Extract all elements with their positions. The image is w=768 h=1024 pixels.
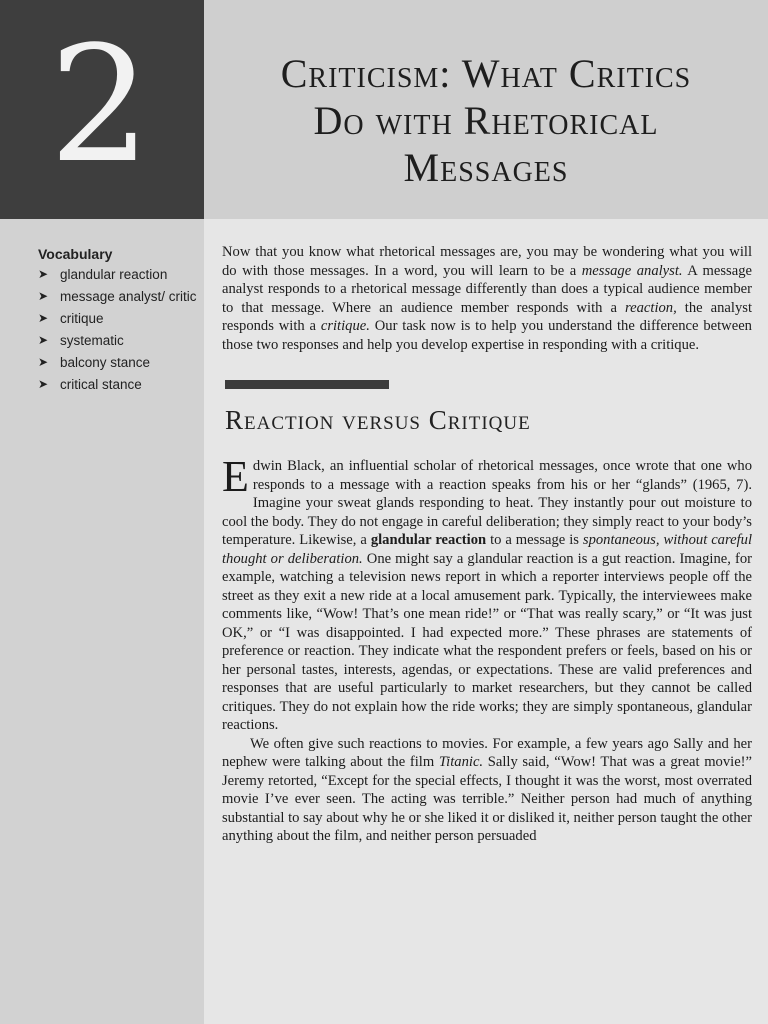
arrow-bullet-icon: ➤ bbox=[38, 377, 49, 391]
vocabulary-item: ➤ balcony stance bbox=[38, 355, 151, 370]
vocabulary-item: ➤ critique bbox=[38, 311, 104, 326]
vocabulary-item: ➤ glandular reaction bbox=[38, 267, 168, 282]
body-paragraph-1: Edwin Black, an influential scholar of rhetorical messages, once wrote that one who responds to a message with a reaction speaks from his or her “glands” (1965, 7). Imagine your sweat glands responding to heat. They instantly pour out moisture to cool the body. They do not engage in careful deliberation; they simply react to your body’s temperature. Likewise, a glandular reaction to a message is spontaneous, without careful thought or deliberation. One might say a glandular reaction is a gut reaction. Imagine, for example, watching a television news report in which a reporter interviews people off the street as they exit a new ride at a local amusement park. Typically, the interviewees make comments like, “Wow! That’s one mean ride!” or “That was really scary,” or “It was just OK,” or “I was disappointed. I had expected more.” These phrases are statements of preference or reaction. They indicate what the respondent prefers or feels, based on his or her personal tastes, interests, agendas, or expectations. These are valid preferences and responses that are useful particularly to market researchers, but they cannot be called critiques. They do not explain how the ride works; they are simply spontaneous, glandular reactions. bbox=[222, 452, 753, 733]
arrow-bullet-icon: ➤ bbox=[38, 289, 49, 303]
chapter-number-box bbox=[0, 0, 204, 219]
vocabulary-item: ➤ critical stance bbox=[38, 377, 142, 392]
vocabulary-item: ➤ systematic bbox=[38, 333, 124, 348]
arrow-bullet-icon: ➤ bbox=[38, 311, 49, 325]
vocabulary-box bbox=[38, 246, 198, 398]
drop-cap: E bbox=[222, 452, 249, 501]
chapter-number: 2 bbox=[49, 11, 151, 198]
intro-paragraph: Now that you know what rhetorical messages are, you may be wondering what you will do with those messages. In a word, you will learn to be a message analyst. A message analyst responds to a rhetorical message differently than does a typical audience member to that message. Where an audience member responds with a reaction, the analyst responds with a critique. Our task now is to help you understand the difference between those two responses and help you develop expertise in responding with a critique. bbox=[222, 244, 752, 353]
vocabulary-heading: Vocabulary bbox=[38, 246, 113, 262]
section-divider-bar bbox=[225, 380, 389, 389]
chapter-title-line-3: Messages bbox=[403, 145, 569, 190]
chapter-title bbox=[204, 50, 768, 191]
arrow-bullet-icon: ➤ bbox=[38, 267, 49, 281]
arrow-bullet-icon: ➤ bbox=[38, 333, 49, 347]
arrow-bullet-icon: ➤ bbox=[38, 355, 49, 369]
main-content bbox=[222, 243, 752, 846]
chapter-title-line-1: Criticism: What Critics bbox=[280, 51, 692, 96]
chapter-title-line-2: Do with Rhetorical bbox=[313, 98, 659, 143]
vocabulary-item: ➤ message analyst/ critic bbox=[38, 289, 197, 304]
section-title: Reaction versus Critique bbox=[225, 405, 531, 435]
chapter-title-band bbox=[204, 0, 768, 219]
vocabulary-list bbox=[38, 266, 198, 393]
body-paragraph-2: We often give such reactions to movies. For example, a few years ago Sally and her nephew were talking about the film Titanic. Sally said, “Wow! That was a great movie!” Jeremy retorted, “Except for the special effects, I thought it was the worst, most overrated movie I’ve ever seen. The acting was terrible.” Neither person had much of anything substantial to say about why he or she liked it or disliked it, neither person taught the other anything about the film, and neither person persuaded bbox=[222, 735, 753, 844]
